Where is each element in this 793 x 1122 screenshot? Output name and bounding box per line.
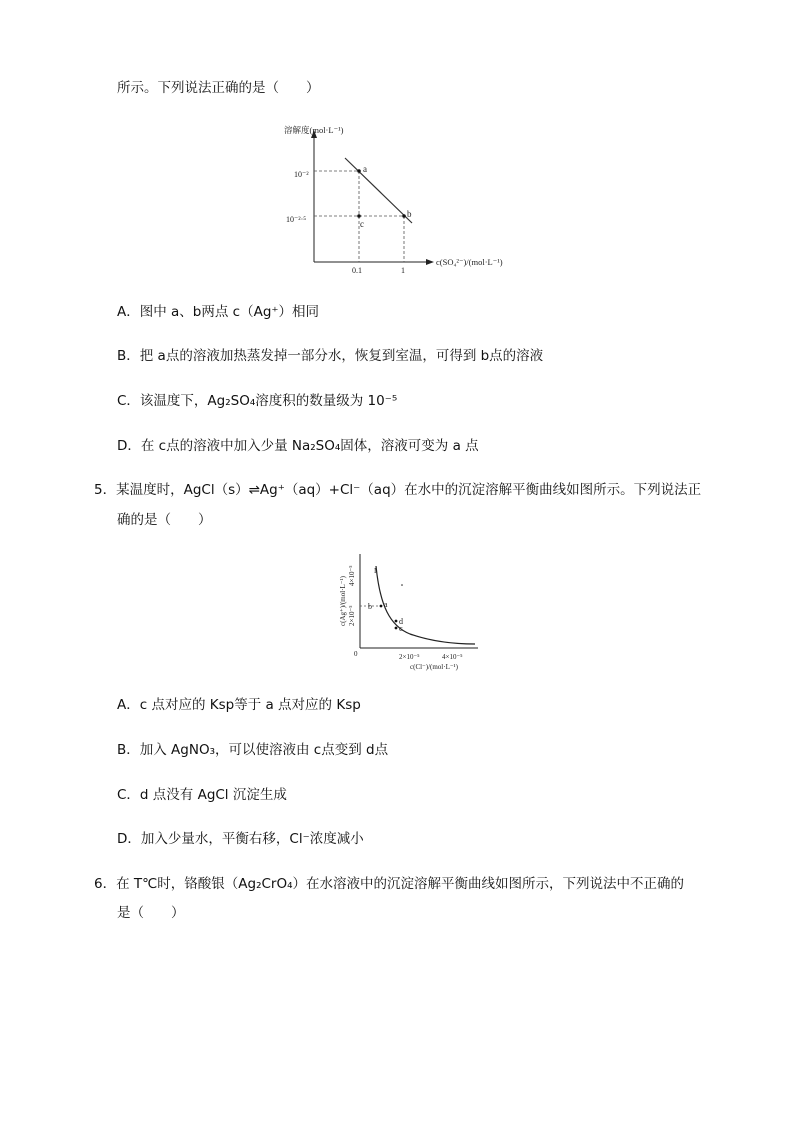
q4-curve (345, 158, 412, 223)
q5-stem-line2: 确的是（ ） (117, 512, 212, 528)
q5-option-b: B．加入 AgNO₃，可以使溶液由 c点变到 d点 (117, 742, 389, 758)
q5-point-c (395, 627, 398, 630)
q6-stem-line2: 是（ ） (117, 905, 185, 921)
q5-ytick-1: 4×10⁻⁵ (348, 565, 356, 586)
q4-x-label: c(SO₄²⁻)/(mol·L⁻¹) (436, 257, 503, 267)
q4-point-b (402, 214, 406, 218)
q4-label-c: c (360, 219, 364, 229)
q5-y-label: c(Ag⁺)/(mol·L⁻¹) (339, 576, 347, 626)
q5-origin: 0 (354, 650, 358, 658)
q4-ytick-1: 10⁻² (294, 170, 309, 179)
q4-option-d: D．在 c点的溶液中加入少量 Na₂SO₄固体，溶液可变为 a 点 (117, 438, 479, 454)
q4-x-arrow (426, 259, 434, 265)
q4-label-a: a (363, 164, 367, 174)
q5-label-c: c (399, 624, 403, 633)
q4-label-b: b (407, 209, 412, 219)
q4-option-c: C．该温度下，Ag₂SO₄溶度积的数量级为 10⁻⁵ (117, 393, 398, 409)
q5-option-d: D．加入少量水，平衡右移，Cl⁻浓度减小 (117, 831, 364, 847)
q4-figure (280, 120, 540, 280)
q6-stem-line1: 6．在 T℃时，铬酸银（Ag₂CrO₄）在水溶液中的沉淀溶解平衡曲线如图所示，下列说法中不正确的 (94, 876, 685, 892)
q5-label-b: b (368, 602, 372, 611)
q4-option-b: B．把 a点的溶液加热蒸发掉一部分水，恢复到室温，可得到 b点的溶液 (117, 348, 544, 364)
q4-option-a: A．图中 a、b两点 c（Ag⁺）相同 (117, 304, 320, 320)
q4-y-label: 溶解度(mol·L⁻¹) (284, 125, 344, 135)
q5-xtick-2: 4×10⁻⁵ (442, 653, 463, 661)
q5-option-a: A．c 点对应的 Ksp等于 a 点对应的 Ksp (117, 697, 361, 713)
q5-point-d (395, 620, 398, 623)
q4-point-a (357, 169, 361, 173)
q5-curve (376, 566, 475, 644)
q4-ytick-2: 10⁻²·⁵ (286, 215, 307, 224)
q5-x-label: c(Cl⁻)/(mol·L⁻¹) (410, 663, 458, 671)
q4-stem-tail: 所示。下列说法正确的是（ ） (117, 80, 320, 96)
q5-label-d: d (399, 617, 403, 626)
q4-xtick-2: 1 (401, 266, 405, 275)
q5-ytick-2: 2×10⁻⁵ (348, 605, 356, 626)
q5-point-a (380, 605, 383, 608)
q5-xtick-1: 2×10⁻⁵ (399, 653, 420, 661)
q5-label-a: a (384, 600, 388, 609)
q5-mark: I (374, 567, 377, 575)
q4-xtick-1: 0.1 (352, 266, 362, 275)
q5-stem-line1: 5．某温度时，AgCl（s）⇌Ag⁺（aq）+Cl⁻（aq）在水中的沉淀溶解平衡曲线如图所示。下列说法正 (94, 482, 702, 498)
q5-option-c: C．d 点没有 AgCl 沉淀生成 (117, 787, 287, 803)
q5-figure (330, 548, 490, 673)
q4-point-c (357, 214, 361, 218)
